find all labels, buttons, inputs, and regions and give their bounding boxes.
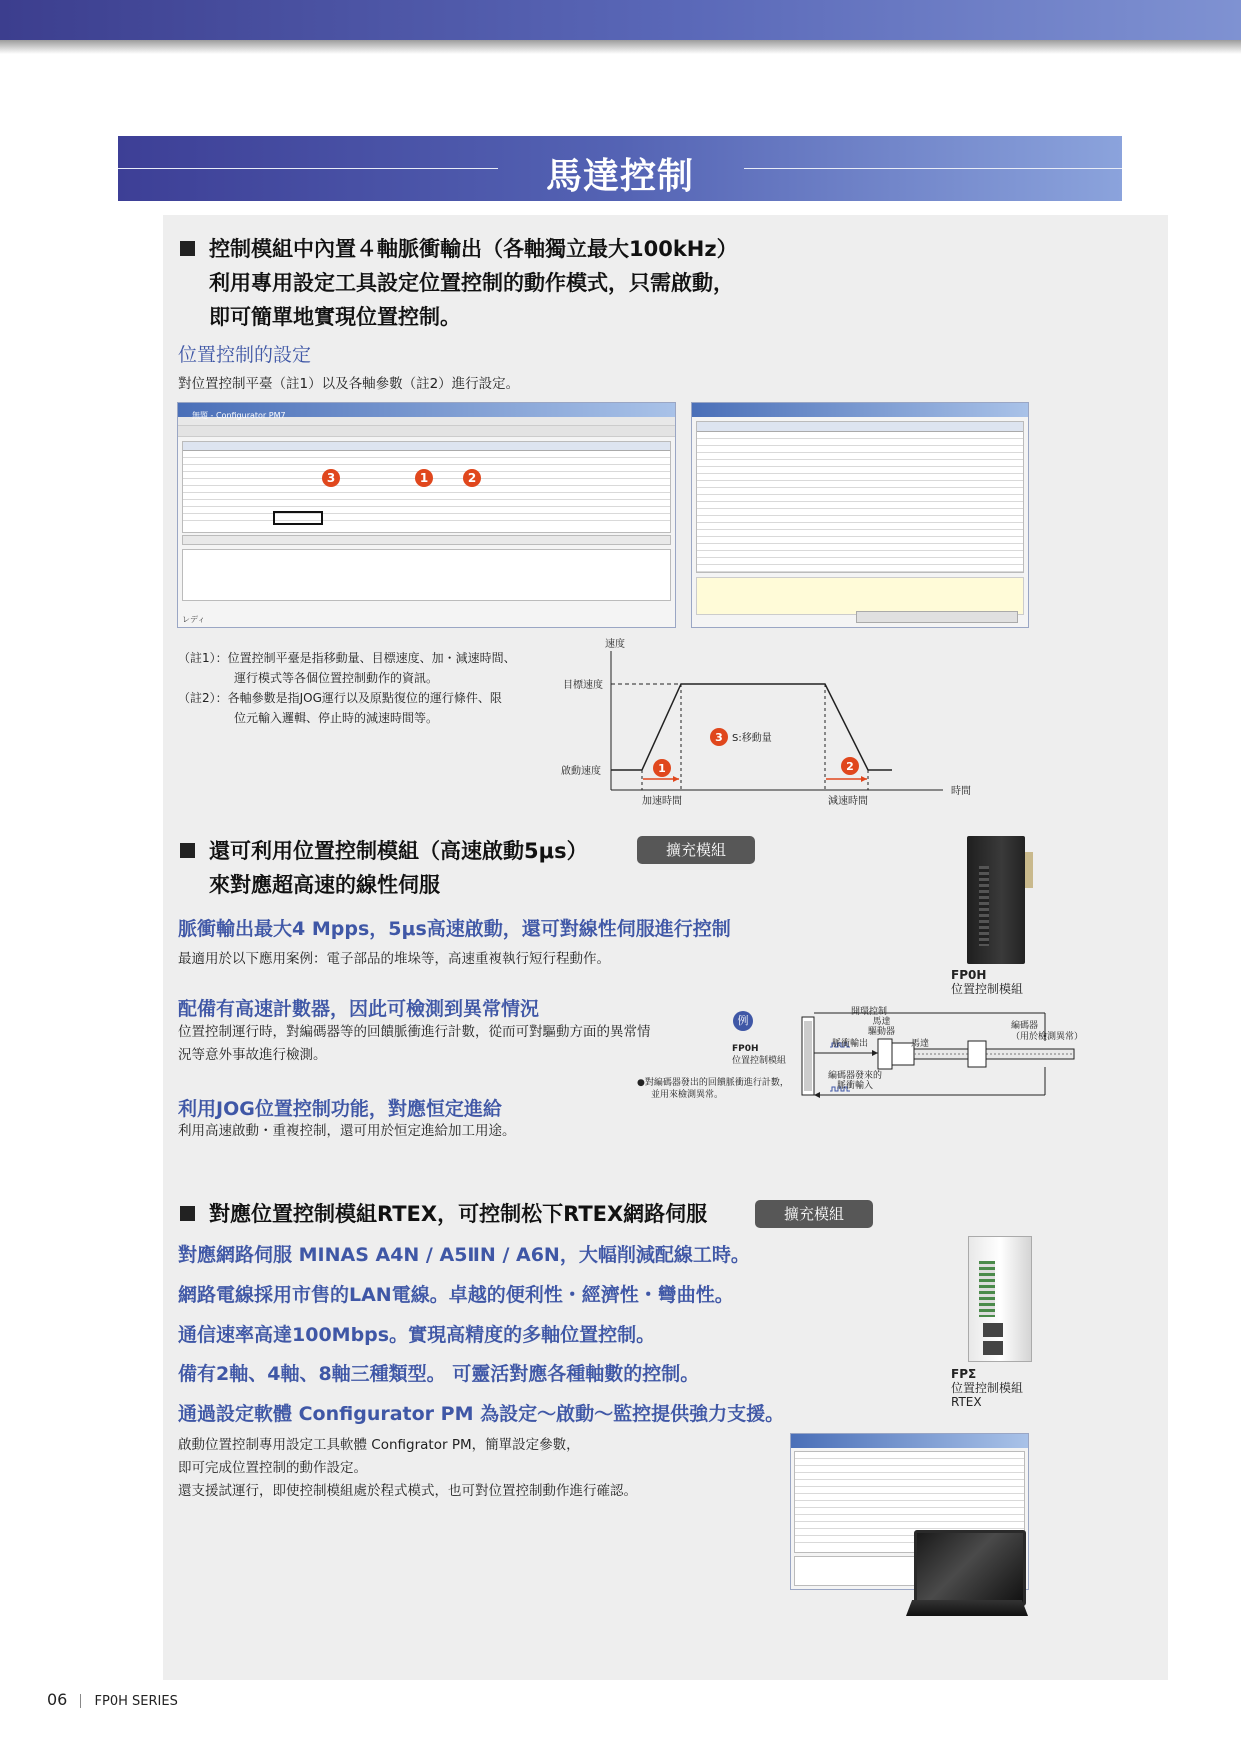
accel-time-label: 加速時間: [642, 796, 682, 807]
footer: [47, 1690, 178, 1709]
motor-driver-shape: [878, 1039, 892, 1069]
marker-3-icon: 3: [322, 469, 340, 487]
section3-line1: 對應網路伺服 MINAS A4N / A5ⅡN / A6N，大幅削減配線工時。: [178, 1244, 750, 1266]
page-number: 06: [47, 1690, 68, 1709]
section2-heading: [180, 834, 880, 902]
screenshot2-buttons: [856, 611, 1018, 623]
section1-heading-line1: 控制模組中內置４軸脈衝輸出（各軸獨立最大100kHz）: [209, 237, 738, 261]
laptop-base: [906, 1600, 1028, 1616]
fp0h-module-image: [967, 836, 1025, 964]
motor-driver-label-1: 馬達: [872, 1017, 891, 1027]
section3-heading-text: 對應位置控制模組RTEX，可控制松下RTEX網路伺服: [209, 1202, 708, 1226]
section3-line5: 通過設定軟體 Configurator PM 為設定～啟動～監控提供強力支援。: [178, 1403, 785, 1425]
note-2-line1: （註2）：各軸參數是指JOG運行以及原點復位的運行條件、限: [178, 691, 502, 705]
note-2-line2: 位元輸入邏輯、停止時的減速時間等。: [234, 711, 439, 725]
fpsigma-product-sub: 位置控制模組: [951, 1381, 1024, 1395]
laptop-screen: [914, 1530, 1026, 1606]
diagram-note: [637, 1077, 789, 1101]
speed-profile-diagram: [555, 635, 985, 810]
fpsigma-caption: [951, 1367, 1023, 1409]
section2-point2-text1: 位置控制運行時，對編碼器等的回饋脈衝進行計數，從而可對驅動方面的異常情: [178, 1024, 651, 1040]
fp0h-product-name: FP0H: [951, 968, 987, 982]
fpsigma-product-name: FPΣ: [951, 1367, 977, 1381]
diagram-note-line1: ●對編碼器發出的回饋脈衝進行計數，: [637, 1078, 789, 1088]
feedback-label-2: 脈衝輸入: [837, 1081, 874, 1091]
screenshot-toolbar: [178, 426, 675, 437]
section2-point2-text2: 況等意外事故進行檢測。: [178, 1047, 327, 1063]
diagram-note-line2: 並用來檢測異常。: [651, 1090, 724, 1100]
encoder-label: [1011, 1021, 1083, 1043]
note-1-line1: （註1）：位置控制平臺是指移動量、目標速度、加・減速時間、: [178, 651, 516, 665]
x-axis-label: 時間: [951, 786, 971, 797]
screenshot2-titlebar: [692, 403, 1028, 417]
fp0h-caption: [951, 968, 1023, 996]
configurator-screenshot-2: [691, 402, 1029, 628]
section1-heading-line2: 利用專用設定工具設定位置控制的動作模式，只需啟動，: [209, 271, 734, 295]
motor-label: 馬達: [911, 1039, 930, 1049]
pm-titlebar: [791, 1434, 1028, 1448]
section1-subtitle: 位置控制的設定: [178, 344, 312, 366]
screenshot-tabs: [182, 535, 671, 545]
diagram-module-sub: 位置控制模組: [732, 1056, 787, 1066]
example-badge: 例: [733, 1011, 753, 1031]
module-pins: [979, 866, 989, 946]
section2-point2-title: 配備有高速計數器，因此可檢測到異常情況: [178, 998, 540, 1020]
decel-time-label: 減速時間: [828, 796, 868, 807]
encoder-label-2: （用於檢測異常）: [1011, 1032, 1084, 1042]
marker-2-icon: 2: [463, 469, 481, 487]
expansion-module-badge-2: 擴充模組: [755, 1200, 873, 1228]
target-speed-label: 目標速度: [563, 680, 603, 691]
banner-title: 馬達控制: [545, 156, 694, 197]
marker-3-text: 3: [715, 731, 723, 744]
diagram-module-name: FP0H: [732, 1044, 759, 1054]
section3-line2: 網路電線採用市售的LAN電線。卓越的便利性・經濟性・彎曲性。: [178, 1284, 734, 1306]
module-led-panel: [979, 1261, 995, 1317]
screenshot-output-pane: [182, 549, 671, 601]
pulse-output-label: 脈衝輸出: [832, 1039, 869, 1049]
top-divider: [0, 40, 1241, 54]
section2-point3-text: 利用高速啟動・重複控制，還可用於恒定進給加工用途。: [178, 1123, 516, 1139]
feedback-label-1: 編碼器發來的: [828, 1071, 883, 1081]
marker-1-icon: 1: [415, 469, 433, 487]
configurator-screenshot-1: [177, 402, 676, 628]
screenshot-status-text: レディ: [182, 615, 206, 624]
module-connector: [1025, 852, 1033, 888]
section3-line3: 通信速率高達100Mbps。實現高精度的多軸位置控制。: [178, 1324, 656, 1346]
start-speed-label: 啟動速度: [561, 766, 601, 777]
section3-text3: 還支援試運行，即使控制模組處於程式模式，也可對位置控制動作進行確認。: [178, 1483, 637, 1499]
screenshot-title-text: 無題 - Configurator PM7: [192, 411, 286, 420]
section1-notes: [178, 648, 516, 728]
section2-point1-title: 脈衝輸出最大4 Mpps，5μs高速啟動，還可對線性伺服進行控制: [178, 918, 731, 940]
section2-point1-text: 最適用於以下應用案例：電子部品的堆垛等，高速重複執行短行程動作。: [178, 951, 610, 967]
motor-driver-label: [868, 1017, 895, 1037]
marker-1-text: 1: [658, 762, 666, 775]
section3-text2: 即可完成位置控制的動作設定。: [178, 1460, 367, 1476]
expansion-module-badge-1: 擴充模組: [637, 836, 755, 864]
bullet-square-icon: [180, 1206, 195, 1221]
plc-pins: [804, 1021, 812, 1091]
y-axis-label: 速度: [605, 639, 625, 650]
move-amount-label: S:移動量: [732, 733, 772, 744]
slider-shape: [968, 1041, 986, 1067]
footer-divider: [80, 1694, 81, 1708]
open-loop-label: 開環控制: [851, 1007, 888, 1017]
section2-point3-title: 利用JOG位置控制功能，對應恒定進給: [178, 1098, 502, 1120]
fpsigma-module-image: [968, 1236, 1032, 1362]
rj45-port-2: [983, 1341, 1003, 1355]
section3-text1: 啟動位置控制專用設定工具軟體 Configrator PM，簡單設定參數，: [178, 1437, 580, 1453]
bullet-square-icon: [180, 843, 195, 858]
section3-heading: [180, 1197, 780, 1231]
series-name: FP0H SERIES: [94, 1694, 178, 1709]
accel-arrowhead-icon: [673, 776, 679, 782]
screenshot-titlebar: [178, 403, 675, 420]
top-header-bar: [0, 0, 1241, 40]
rj45-port-1: [983, 1323, 1003, 1337]
screenshot2-help-pane: [696, 577, 1024, 615]
bullet-square-icon: [180, 241, 195, 256]
section1-subtext: 對位置控制平臺（註1）以及各軸參數（註2）進行設定。: [178, 376, 520, 392]
screenshot2-parameter-table: [696, 421, 1024, 573]
feedback-arrow-icon: [814, 1092, 820, 1098]
decel-arrowhead-icon: [861, 776, 867, 782]
section-banner: [118, 136, 1122, 201]
highlight-box: [273, 511, 323, 525]
fp0h-product-sub: 位置控制模組: [951, 982, 1024, 996]
fpsigma-product-sub2: RTEX: [951, 1395, 982, 1409]
diagram-module-label: [732, 1043, 786, 1067]
note-1-line2: 運行模式等各個位置控制動作的資訊。: [234, 671, 439, 685]
section1-heading-line3: 即可簡單地實現位置控制。: [209, 305, 461, 329]
motor-driver-label-2: 驅動器: [868, 1027, 896, 1037]
section3-line4: 備有2軸、4軸、8軸三種類型。 可靈活對應各種軸數的控制。: [178, 1363, 700, 1385]
screenshot-table: [182, 441, 671, 533]
encoder-label-1: 編碼器: [1011, 1021, 1039, 1031]
feedback-label: [828, 1071, 882, 1091]
section1-heading: [180, 232, 860, 334]
section2-heading-line1: 還可利用位置控制模組（高速啟動5μs）: [209, 839, 588, 863]
pulse-arrow-icon: [872, 1050, 878, 1056]
marker-2-text: 2: [846, 760, 854, 773]
section2-heading-line2: 來對應超高速的線性伺服: [209, 873, 440, 897]
